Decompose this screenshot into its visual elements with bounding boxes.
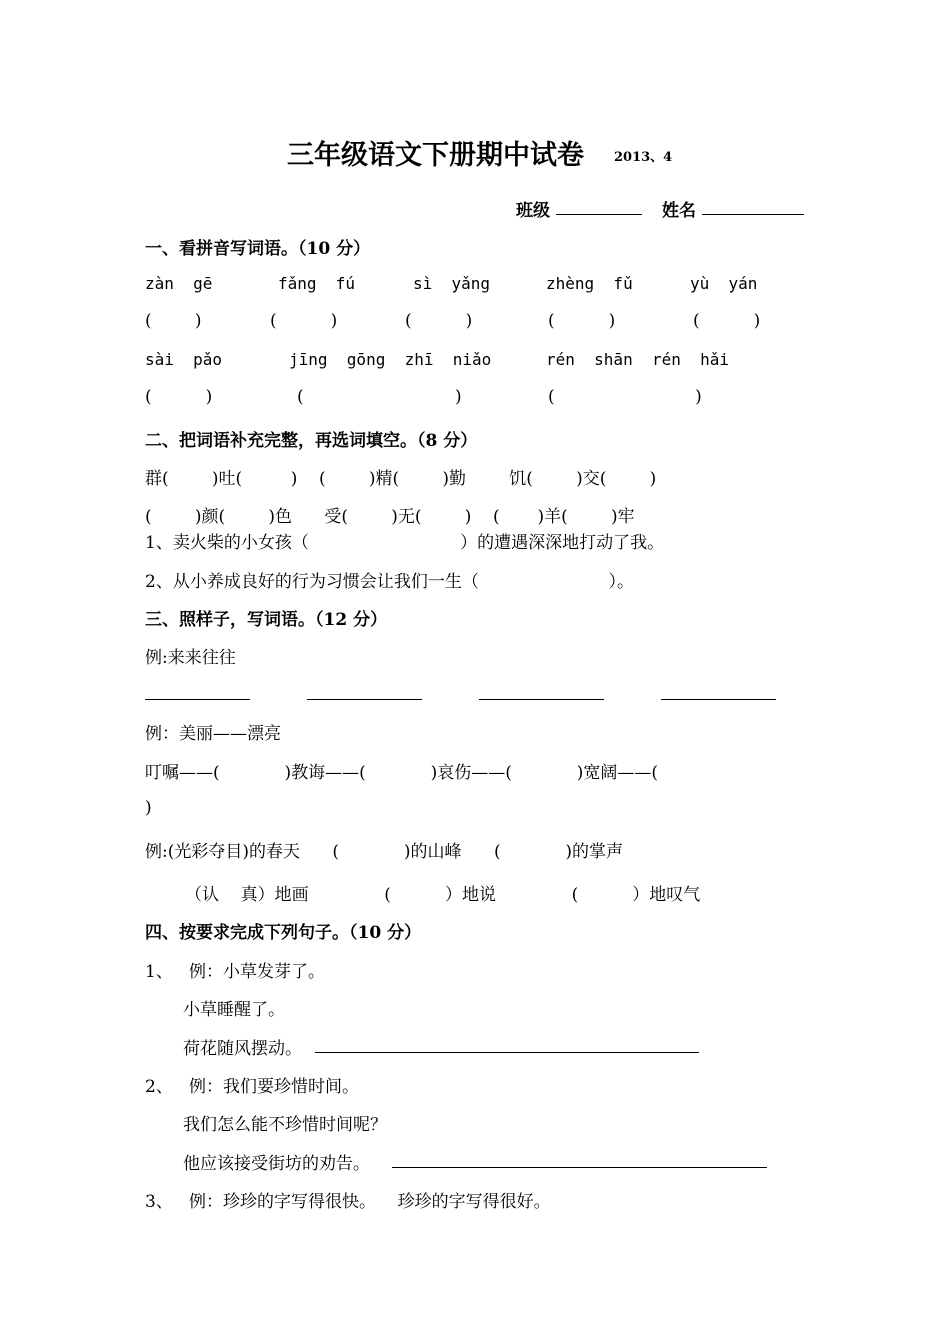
fill-question[interactable]: 1、卖火柴的小女孩（ ）的遭遇深深地打动了我。 bbox=[145, 533, 665, 553]
pinyin-item: sài pǎo bbox=[145, 350, 223, 369]
adverb-row[interactable]: （认 真）地画 ( ）地说 ( ）地叹气 bbox=[185, 885, 701, 905]
answer-line[interactable] bbox=[661, 699, 776, 700]
answer-bracket[interactable]: ( ) bbox=[548, 311, 616, 331]
synonym-row[interactable]: 叮嘱——( )教诲——( )哀伤——( )宽阔——( bbox=[145, 763, 658, 783]
answer-line[interactable] bbox=[315, 1052, 699, 1053]
answer-line[interactable] bbox=[145, 699, 250, 700]
example-text[interactable]: 例:(光彩夺目)的春天 ( )的山峰 ( )的掌声 bbox=[145, 842, 624, 862]
answer-line[interactable] bbox=[307, 699, 422, 700]
answer-bracket[interactable]: ( ) bbox=[405, 311, 473, 331]
synonym-row-end: ) bbox=[145, 798, 152, 818]
pinyin-item: zhèng fǔ bbox=[546, 274, 633, 293]
pinyin-item: sì yǎng bbox=[413, 274, 491, 293]
class-blank[interactable] bbox=[556, 214, 642, 215]
task-sentence: 荷花随风摆动。 bbox=[183, 1039, 302, 1059]
pinyin-item: zàn gē bbox=[145, 274, 213, 293]
class-label: 班级 bbox=[516, 201, 550, 221]
answer-bracket[interactable]: ( ) bbox=[270, 311, 338, 331]
fill-question[interactable]: 2、从小养成良好的行为习惯会让我们一生（ ）。 bbox=[145, 572, 635, 592]
pinyin-item: yù yán bbox=[690, 274, 758, 293]
section1-heading: 一、看拼音写词语。（10 分） bbox=[145, 239, 371, 259]
example-sentence: 小草睡醒了。 bbox=[183, 1000, 285, 1020]
answer-bracket[interactable]: ( ) bbox=[145, 387, 213, 407]
example-text: 例:来来往往 bbox=[145, 648, 236, 668]
example-sentence: 我们怎么能不珍惜时间呢？ bbox=[183, 1115, 387, 1135]
answer-line[interactable] bbox=[392, 1167, 767, 1168]
answer-bracket[interactable]: ( ) bbox=[693, 311, 761, 331]
exam-date: 2013、4 bbox=[614, 150, 673, 165]
section3-heading: 三、照样子，写词语。（12 分） bbox=[145, 610, 388, 630]
answer-bracket[interactable]: ( ) bbox=[548, 387, 702, 407]
pinyin-item: fǎng fú bbox=[278, 274, 356, 293]
name-blank[interactable] bbox=[702, 214, 804, 215]
idiom-row[interactable]: ( )颜( )色 受( )无( ) ( )羊( )牢 bbox=[145, 507, 635, 527]
section4-heading: 四、按要求完成下列句子。（10 分） bbox=[145, 923, 422, 943]
name-label: 姓名 bbox=[662, 201, 696, 221]
pinyin-item: rén shān rén hǎi bbox=[546, 350, 730, 369]
question-label: 1、 例：小草发芽了。 bbox=[145, 962, 326, 982]
example-text: 例：美丽——漂亮 bbox=[145, 724, 281, 744]
task-sentence: 他应该接受街坊的劝告。 bbox=[183, 1154, 370, 1174]
section2-heading: 二、把词语补充完整，再选词填空。（8 分） bbox=[145, 431, 478, 451]
question-label: 2、 例：我们要珍惜时间。 bbox=[145, 1077, 360, 1097]
answer-line[interactable] bbox=[479, 699, 604, 700]
page-title: 三年级语文下册期中试卷 bbox=[287, 140, 584, 171]
question-label: 3、 例：珍珍的字写得很快。 珍珍的字写得很好。 bbox=[145, 1192, 551, 1212]
answer-bracket[interactable]: ( ) bbox=[297, 387, 462, 407]
pinyin-item: jīng gōng zhī niǎo bbox=[289, 350, 492, 369]
answer-bracket[interactable]: ( ) bbox=[145, 311, 202, 331]
idiom-row[interactable]: 群( )吐( ) ( )精( )勤 饥( )交( ) bbox=[145, 469, 657, 489]
